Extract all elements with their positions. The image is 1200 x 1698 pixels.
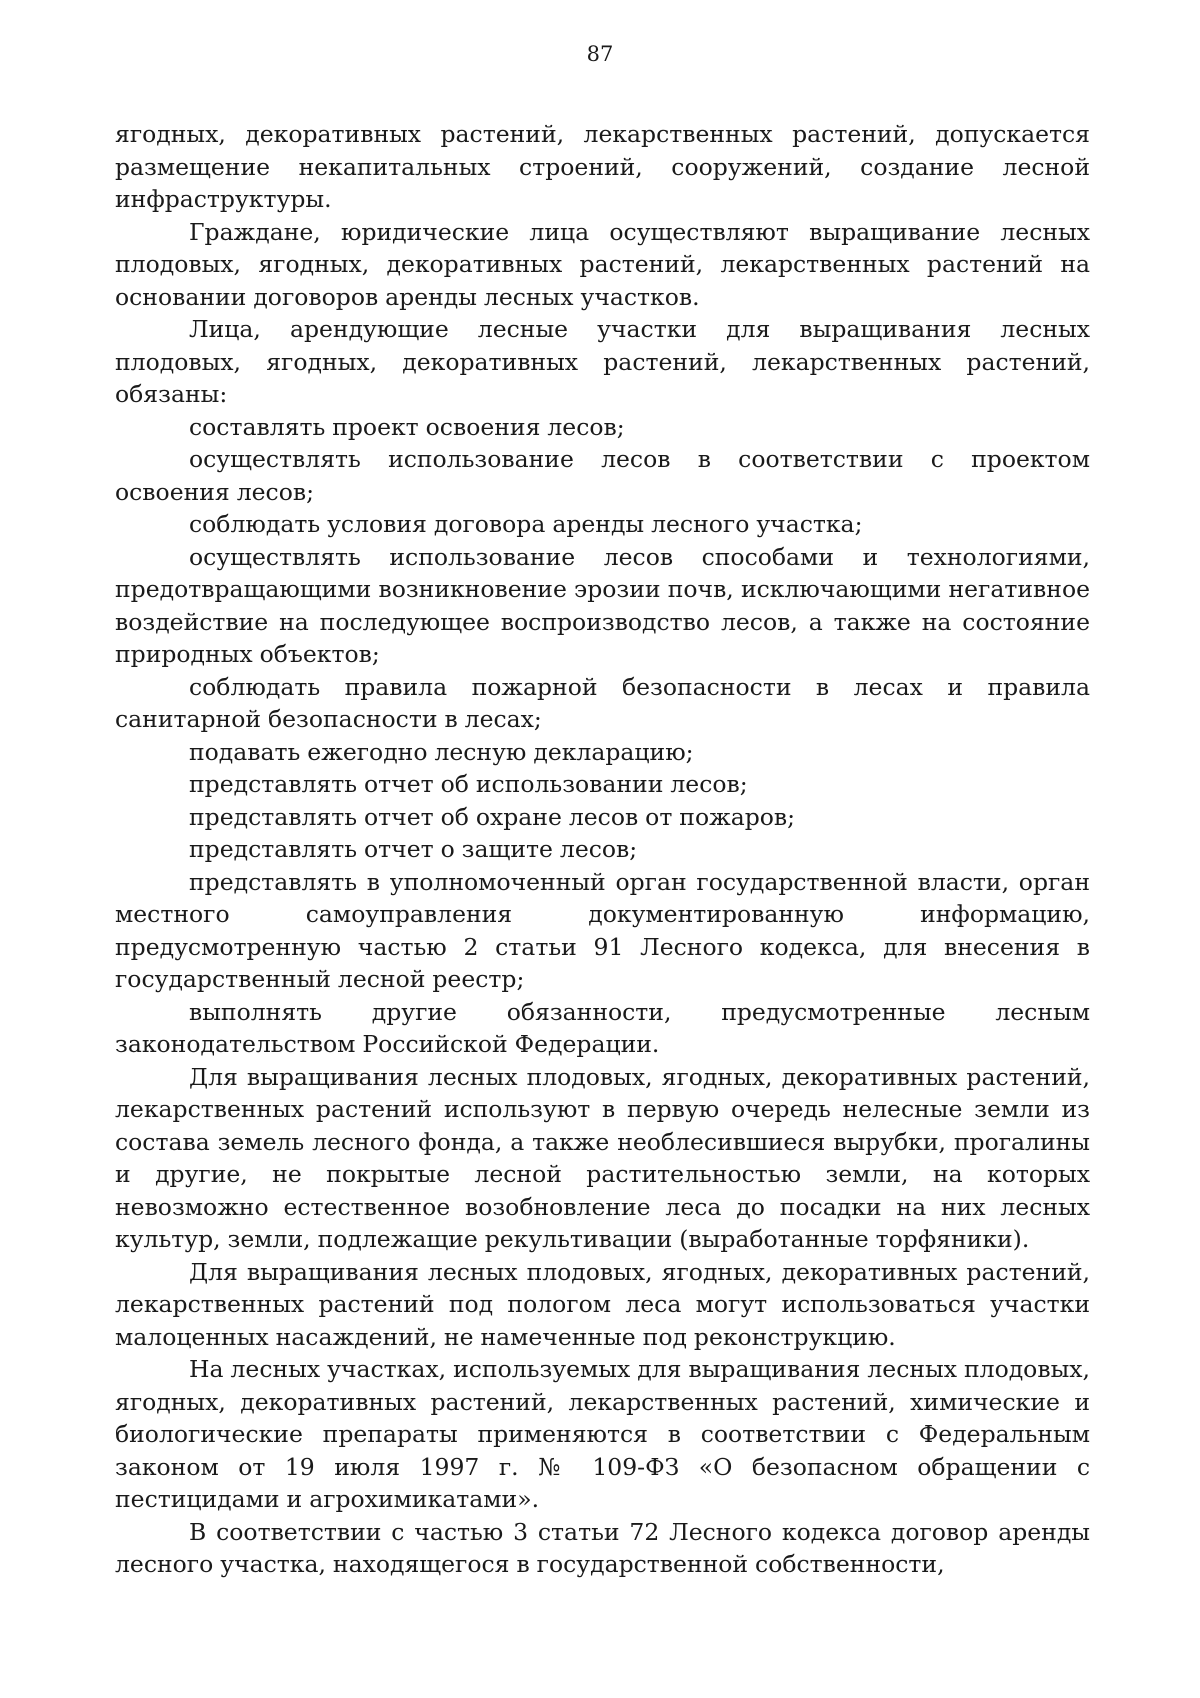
paragraph: В соответствии с частью 3 статьи 72 Лесного кодекса договор аренды лесного участка, находящегося в государственной собственности, bbox=[115, 1517, 1090, 1578]
list-item: представлять в уполномоченный орган государственной власти, орган местного самоуправления документированную информацию, предусмотренную частью 2 статьи 91 Лесного кодекса, для внесения в государственный лесной реестр; bbox=[115, 867, 1090, 993]
paragraph-continuation: ягодных, декоративных растений, лекарственных растений, допускается размещение некапитальных строений, сооружений, создание лесной инфраструктуры. bbox=[115, 120, 1090, 213]
paragraph: Граждане, юридические лица осуществляют выращивание лесных плодовых, ягодных, декоративных растений, лекарственных растений на основании договоров аренды лесных участков. bbox=[115, 217, 1090, 311]
paragraph: На лесных участках, используемых для выращивания лесных плодовых, ягодных, декоративных растений, лекарственных растений, химические и биологические препараты применяются в соответствии с Федеральным законом от 19 июля 1997 г. № 109-ФЗ «О безопасном обращении с пестицидами и агрохимикатами». bbox=[115, 1355, 1090, 1513]
document-body bbox=[115, 118, 1090, 1581]
list-item: представлять отчет об использовании лесов; bbox=[189, 770, 748, 798]
page-number: 87 bbox=[586, 42, 614, 66]
list-item: соблюдать условия договора аренды лесного участка; bbox=[189, 510, 863, 538]
list-item: представлять отчет об охране лесов от пожаров; bbox=[189, 802, 796, 831]
paragraph: Для выращивания лесных плодовых, ягодных, декоративных растений, лекарственных растений используют в первую очередь нелесные земли из состава земель лесного фонда, а также необлесившиеся вырубки, прогалины и другие, не покрытые лесной растительностью земли, на которых невозможно естественное возобновление леса до посадки на них лесных культур, земли, подлежащие рекультивации (выработанные торфяники). bbox=[115, 1062, 1090, 1253]
list-item: представлять отчет о защите лесов; bbox=[189, 835, 638, 863]
list-item: осуществлять использование лесов способами и технологиями, предотвращающими возникновение эрозии почв, исключающими негативное воздействие на последующее воспроизводство лесов, а также на состояние природных объектов; bbox=[115, 542, 1090, 668]
list-item: подавать ежегодно лесную декларацию; bbox=[189, 737, 694, 766]
list-item: выполнять другие обязанности, предусмотренные лесным законодательством Российской Федерации. bbox=[115, 997, 1090, 1058]
list-item: осуществлять использование лесов в соответствии с проектом освоения лесов; bbox=[115, 445, 1090, 506]
paragraph: Для выращивания лесных плодовых, ягодных, декоративных растений, лекарственных растений под пологом леса могут использоваться участки малоценных насаждений, не намеченные под реконструкцию. bbox=[115, 1257, 1090, 1351]
paragraph: Лица, арендующие лесные участки для выращивания лесных плодовых, ягодных, декоративных растений, лекарственных растений, обязаны: bbox=[115, 315, 1090, 408]
list-item: составлять проект освоения лесов; bbox=[189, 412, 625, 441]
list-item: соблюдать правила пожарной безопасности в лесах и правила санитарной безопасности в лесах; bbox=[115, 672, 1090, 733]
